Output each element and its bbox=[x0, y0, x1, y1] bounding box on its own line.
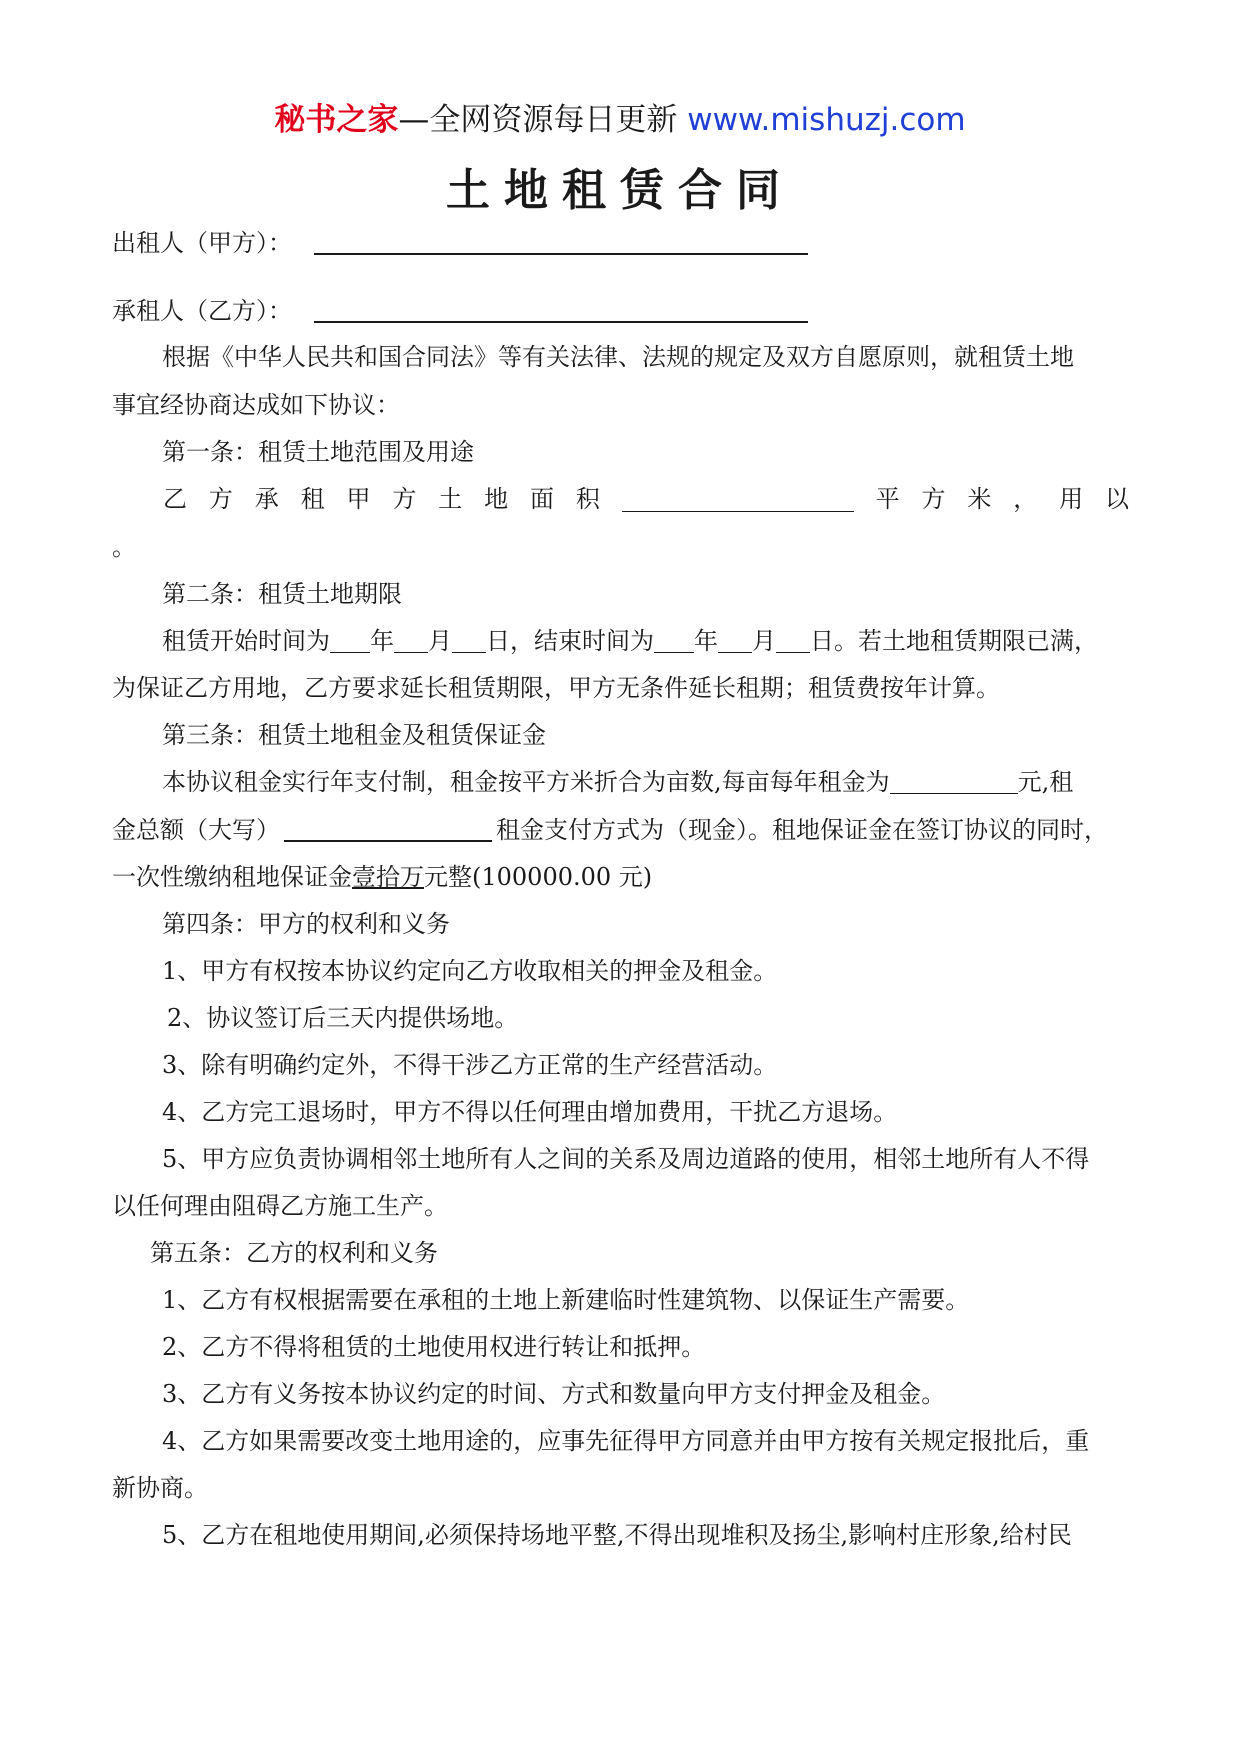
start-day-blank[interactable] bbox=[452, 628, 486, 653]
list-item: 1、乙方有权根据需要在承租的土地上新建临时性建筑物、以保证生产需要。 bbox=[162, 1286, 970, 1314]
list-item-continued: 以任何理由阻碍乙方施工生产。 bbox=[112, 1192, 448, 1220]
char: 面 bbox=[530, 485, 554, 513]
text: 元整(100000.00 元) bbox=[424, 863, 653, 891]
deposit-amount: 壹拾万 bbox=[352, 863, 424, 891]
char: 土 bbox=[438, 485, 463, 513]
lessee-label: 承租人（乙方）： bbox=[112, 297, 292, 325]
text: 本协议租金实行年支付制，租金按平方米折合为亩数,每亩每年租金为 bbox=[162, 768, 890, 796]
char: 用 bbox=[1059, 485, 1084, 513]
end-month-blank[interactable] bbox=[718, 628, 752, 653]
char: 方 bbox=[392, 485, 417, 513]
area-blank[interactable] bbox=[622, 487, 854, 512]
char: 乙 bbox=[163, 485, 187, 513]
list-item-continued: 新协商。 bbox=[112, 1474, 208, 1502]
list-item: 1、甲方有权按本协议约定向乙方收取相关的押金及租金。 bbox=[162, 957, 778, 985]
list-item: 2、协议签订后三天内提供场地。 bbox=[167, 1004, 519, 1032]
list-item: 2、乙方不得将租赁的土地使用权进行转让和抵押。 bbox=[162, 1333, 706, 1361]
char: 租 bbox=[300, 485, 325, 513]
char: ， bbox=[1013, 485, 1038, 513]
text: 租金支付方式为（现金）。租地保证金在签订协议的同时， bbox=[496, 816, 1108, 844]
lessee-row bbox=[112, 296, 808, 326]
text: 年 bbox=[370, 627, 394, 655]
text: 金总额（大写） bbox=[112, 816, 280, 844]
end-year-blank[interactable] bbox=[654, 628, 694, 653]
article-2-heading: 第二条：租赁土地期限 bbox=[162, 580, 402, 608]
lessee-blank[interactable] bbox=[314, 297, 808, 323]
lessor-row bbox=[112, 228, 808, 258]
header-url-link[interactable]: www.mishuzj.com bbox=[687, 102, 966, 138]
text: 年 bbox=[694, 627, 718, 655]
list-item: 4、乙方完工退场时，甲方不得以任何理由增加费用，干扰乙方退场。 bbox=[162, 1098, 898, 1126]
text: 一次性缴纳租地保证金 bbox=[112, 863, 352, 891]
total-rent-blank[interactable] bbox=[284, 816, 492, 842]
text: 月 bbox=[752, 627, 776, 655]
article-3-line-2 bbox=[112, 815, 1108, 845]
text: 元,租 bbox=[1017, 768, 1074, 796]
article-5-heading: 第五条：乙方的权利和义务 bbox=[150, 1239, 438, 1267]
article-4-heading: 第四条：甲方的权利和义务 bbox=[162, 910, 450, 938]
start-year-blank[interactable] bbox=[330, 628, 370, 653]
article-3-line-3 bbox=[112, 862, 652, 892]
intro-line-2: 事宜经协商达成如下协议： bbox=[112, 391, 400, 419]
char: 方 bbox=[921, 485, 946, 513]
char: 甲 bbox=[346, 485, 371, 513]
rent-per-mu-blank[interactable] bbox=[890, 769, 1018, 794]
list-item: 3、乙方有义务按本协议约定的时间、方式和数量向甲方支付押金及租金。 bbox=[162, 1380, 946, 1408]
intro-line-1: 根据《中华人民共和国合同法》等有关法律、法规的规定及双方自愿原则，就租赁土地 bbox=[162, 343, 1074, 371]
article-2-line-2: 为保证乙方用地，乙方要求延长租赁期限，甲方无条件延长租期；租赁费按年计算。 bbox=[112, 674, 1000, 702]
list-item: 5、甲方应负责协调相邻土地所有人之间的关系及周边道路的使用，相邻土地所有人不得 bbox=[162, 1145, 1090, 1173]
char: 承 bbox=[254, 485, 279, 513]
lessor-label: 出租人（甲方）： bbox=[112, 229, 292, 257]
lessor-blank[interactable] bbox=[314, 229, 808, 255]
text: 租赁开始时间为 bbox=[162, 627, 330, 655]
article-1-tail: 。 bbox=[112, 533, 136, 561]
char: 方 bbox=[208, 485, 233, 513]
header-slogan: —全网资源每日更新 bbox=[398, 102, 688, 138]
char: 平 bbox=[875, 485, 900, 513]
site-header bbox=[0, 100, 1240, 140]
list-item: 3、除有明确约定外，不得干涉乙方正常的生产经营活动。 bbox=[162, 1051, 778, 1079]
brand-name: 秘书之家 bbox=[274, 102, 399, 138]
end-day-blank[interactable] bbox=[776, 628, 810, 653]
start-month-blank[interactable] bbox=[394, 628, 428, 653]
list-item: 4、乙方如果需要改变土地用途的，应事先征得甲方同意并由甲方按有关规定报批后，重 bbox=[162, 1427, 1090, 1455]
char: 地 bbox=[484, 485, 509, 513]
article-3-line-1 bbox=[162, 767, 1073, 797]
char: 以 bbox=[1105, 485, 1129, 513]
article-1-heading: 第一条：租赁土地范围及用途 bbox=[162, 438, 474, 466]
document-title: 土地租赁合同 bbox=[446, 165, 794, 216]
char: 米 bbox=[967, 485, 992, 513]
char: 积 bbox=[575, 485, 600, 513]
list-item: 5、乙方在租地使用期间,必须保持场地平整,不得出现堆积及扬尘,影响村庄形象,给村民 bbox=[162, 1521, 1072, 1549]
article-3-heading: 第三条：租赁土地租金及租赁保证金 bbox=[162, 721, 546, 749]
text: 日，结束时间为 bbox=[486, 627, 654, 655]
article-1-clause bbox=[163, 484, 1129, 514]
article-2-dates bbox=[162, 626, 1098, 656]
text: 日。若土地租赁期限已满， bbox=[810, 627, 1098, 655]
text: 月 bbox=[428, 627, 452, 655]
